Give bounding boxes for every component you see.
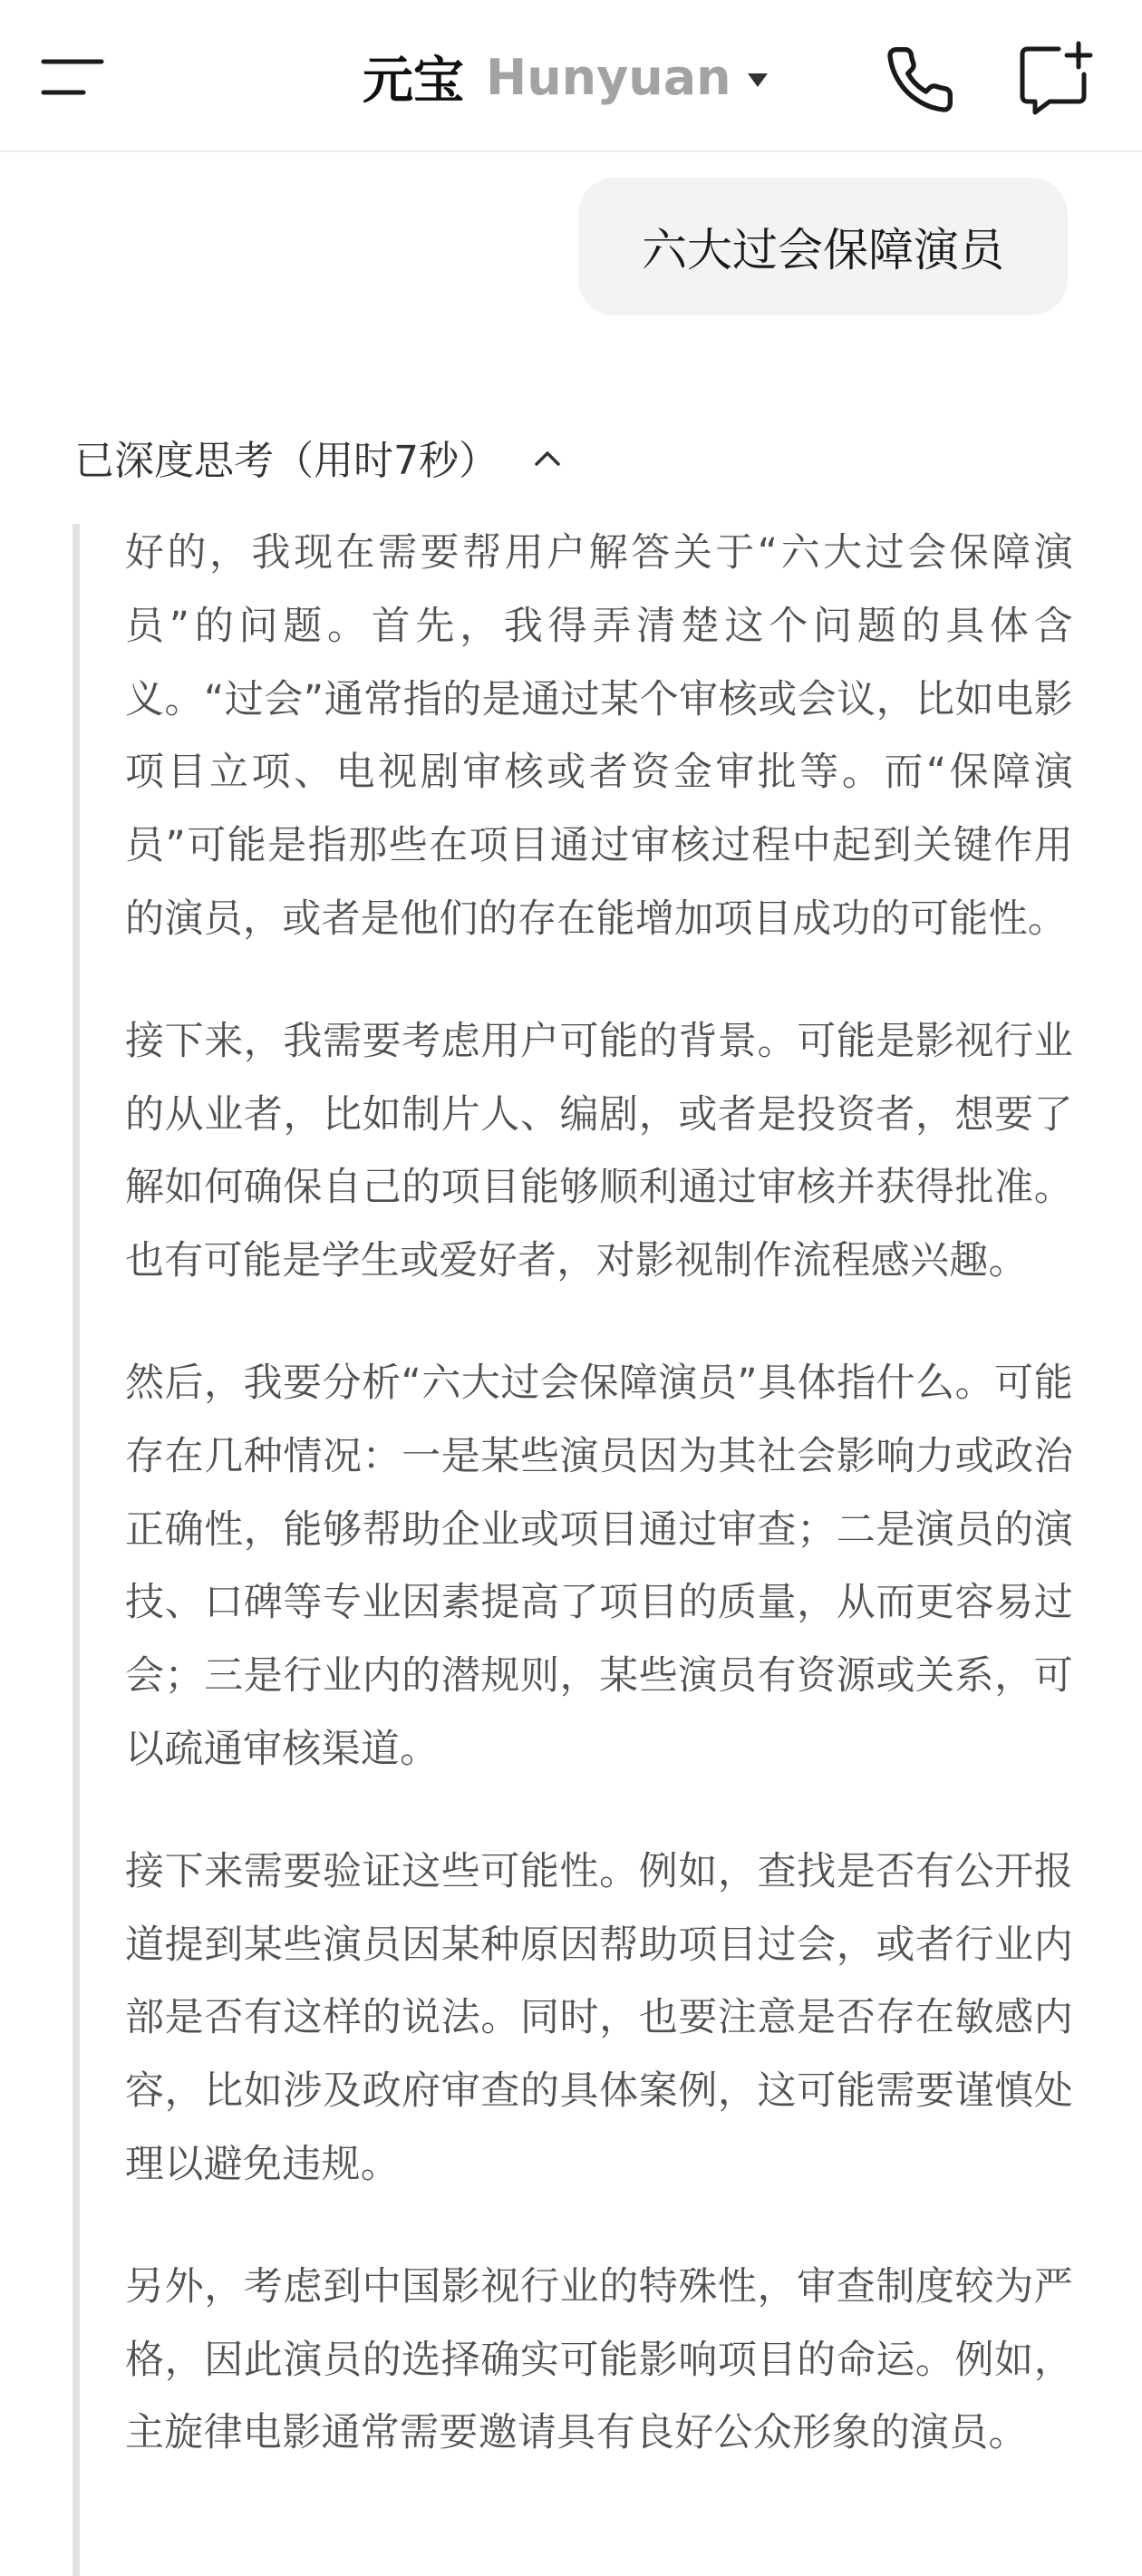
new-chat-button[interactable]	[1015, 40, 1097, 118]
model-name: Hunyuan	[486, 48, 731, 106]
model-selector[interactable]	[486, 49, 768, 106]
thinking-content	[125, 517, 1073, 2519]
thought-paragraph: 接下来需要验证这些可能性。例如，查找是否有公开报道提到某些演员因某种原因帮助项目过会，或者行业内部是否有这样的说法。同时，也要注意是否存在敏感内容，比如涉及政府审查的具体案例，这可能需要谨慎处理以避免违规。	[125, 1848, 1073, 2187]
chevron-up-icon	[533, 450, 562, 468]
thinking-toggle[interactable]	[74, 424, 562, 489]
user-message-text: 六大过会保障演员	[642, 224, 1004, 276]
app-title: 元宝	[363, 52, 464, 111]
new-chat-icon	[1015, 40, 1097, 118]
thinking-quote-bar	[73, 524, 80, 2576]
thinking-label: 已深度思考（用时7秒）	[74, 438, 498, 484]
header-title-group	[363, 36, 768, 118]
thought-paragraph: 接下来，我需要考虑用户可能的背景。可能是影视行业的从业者，比如制片人、编剧，或者是投资者，想要了解如何确保自己的项目能够顺利通过审核并获得批准。也有可能是学生或爱好者，对影视制作流程感兴趣。	[125, 1018, 1073, 1284]
user-message-bubble[interactable]	[578, 178, 1068, 315]
caret-down-icon	[748, 73, 768, 87]
menu-button[interactable]	[36, 45, 109, 109]
thought-paragraph: 好的，我现在需要帮用户解答关于“六大过会保障演员”的问题。首先，我得弄清楚这个问题的具体含义。“过会”通常指的是通过某个审核或会议，比如电影项目立项、电视剧审核或者资金审批等。而“保障演员”可能是指那些在项目通过审核过程中起到关键作用的演员，或者是他们的存在能增加项目成功的可能性。	[125, 530, 1073, 942]
top-bar	[0, 0, 1142, 152]
phone-icon	[884, 44, 956, 116]
menu-icon	[36, 45, 109, 109]
voice-call-button[interactable]	[884, 44, 956, 116]
thought-paragraph: 另外，考虑到中国影视行业的特殊性，审查制度较为严格，因此演员的选择确实可能影响项目的命运。例如，主旋律电影通常需要邀请具有良好公众形象的演员。	[125, 2263, 1073, 2456]
thought-paragraph: 然后，我要分析“六大过会保障演员”具体指什么。可能存在几种情况：一是某些演员因为其社会影响力或政治正确性，能够帮助企业或项目通过审查；二是演员的演技、口碑等专业因素提高了项目的质量，从而更容易过会；三是行业内的潜规则，某些演员有资源或关系，可以疏通审核渠道。	[125, 1360, 1073, 1772]
